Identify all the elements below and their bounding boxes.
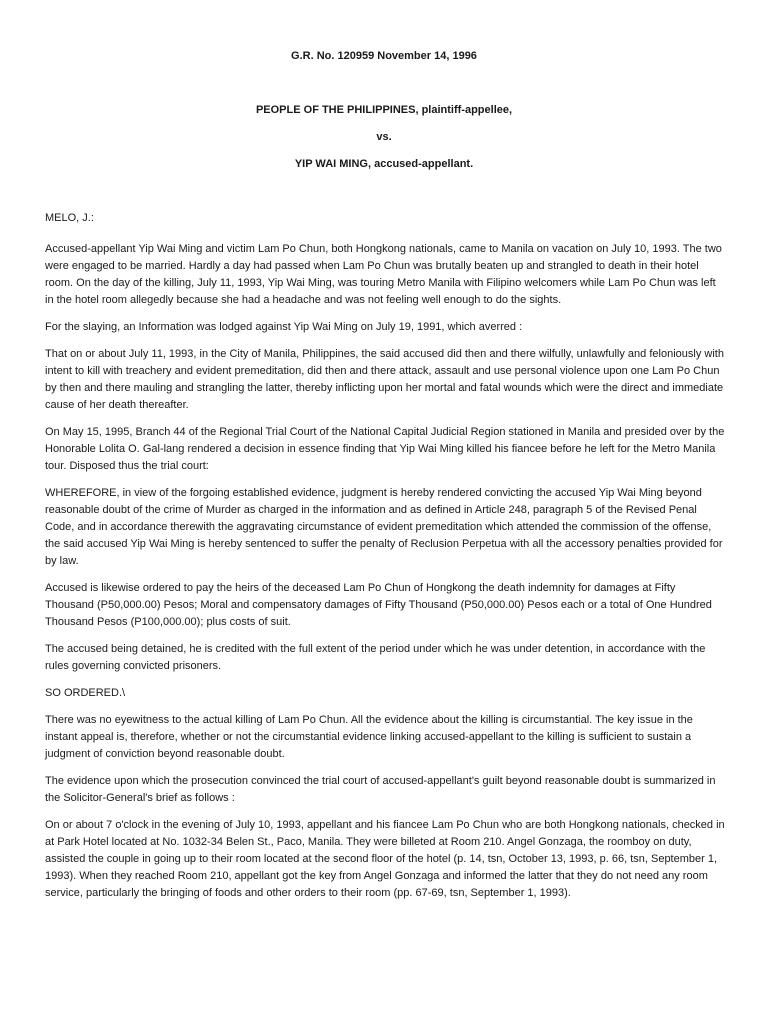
paragraph-6: Accused is likewise ordered to pay the heirs of the deceased Lam Po Chun of Hongkong the death indemnity for damages at Fifty Thousand (P50,000.00) Pesos; Moral and compensatory damages of Fifty Thousand (P50,000.00) Pesos each or a total of One Hundred Thousand Pesos (P100,000.00); plus costs of suit.	[45, 582, 712, 628]
paragraph-3: That on or about July 11, 1993, in the City of Manila, Philippines, the said accused did then and there wilfully, unlawfully and feloniously with intent to kill with treachery and evident premeditation, did then and there attack, assault and use personal violence upon one Lam Po Chun by then and there mauling and strangling the latter, thereby inflicting upon her mortal and fatal wounds which were the direct and immediate cause of her death thereafter.	[45, 348, 724, 411]
author-line: MELO, J.:	[45, 212, 94, 224]
paragraph-2: For the slaying, an Information was lodged against Yip Wai Ming on July 19, 1991, which averred :	[45, 321, 523, 333]
case-number: G.R. No. 120959 November 14, 1996	[291, 50, 477, 62]
paragraph-11: On or about 7 o'clock in the evening of July 10, 1993, appellant and his fiancee Lam Po Chun who are both Hongkong nationals, checked in at Park Hotel located at No. 1032-34 Belen St., Paco, Manila. They were billeted at Room 210. Angel Gonzaga, the roomboy on duty, assisted the couple in going up to their room located at the second floor of the hotel (p. 14, tsn, October 13, 1993, p. 66, tsn, September 1, 1993). When they reached Room 210, appellant got the key from Angel Gonzaga and informed the latter that they do not need any room service, particularly the bringing of foods and other orders to their room (pp. 67-69, tsn, September 1, 1993).	[45, 819, 725, 899]
party-accused: YIP WAI MING, accused-appellant.	[294, 158, 474, 170]
paragraph-7: The accused being detained, he is credited with the full extent of the period under which he was under detention, in accordance with the rules governing convicted prisoners.	[45, 643, 706, 672]
paragraph-10: The evidence upon which the prosecution convinced the trial court of accused-appellant's guilt beyond reasonable doubt is summarized in the Solicitor-General's brief as follows :	[45, 775, 716, 804]
paragraph-4: On May 15, 1995, Branch 44 of the Regional Trial Court of the National Capital Judicial Region stationed in Manila and presided over by the Honorable Lolita O. Gal-lang rendered a decision in essence finding that Yip Wai Ming killed his fiancee before he left for the Metro Manila tour. Disposed thus the trial court:	[45, 426, 725, 472]
document-body	[45, 210, 726, 912]
versus-label: vs.	[376, 131, 392, 143]
paragraph-8: SO ORDERED.\	[45, 687, 126, 699]
party-plaintiff: PEOPLE OF THE PHILIPPINES, plaintiff-appellee,	[255, 104, 513, 116]
paragraph-5: WHEREFORE, in view of the forgoing established evidence, judgment is hereby rendered convicting the accused Yip Wai Ming beyond reasonable doubt of the crime of Murder as charged in the information and as defined in Article 248, paragraph 5 of the Revised Penal Code, and in accordance therewith the aggravating circumstance of evident premeditation which attended the commission of the offense, the said accused Yip Wai Ming is hereby sentenced to suffer the penalty of Reclusion Perpetua with all the accessory penalties provided for by law.	[45, 487, 723, 567]
paragraph-1: Accused-appellant Yip Wai Ming and victim Lam Po Chun, both Hongkong nationals, came to Manila on vacation on July 10, 1993. The two were engaged to be married. Hardly a day had passed when Lam Po Chun was brutally beaten up and strangled to death in their hotel room. On the day of the killing, July 11, 1993, Yip Wai Ming, was touring Metro Manila with Filipino welcomers while Lam Po Chun was left in the hotel room allegedly because she had a headache and was not feeling well enough to do the sights.	[45, 243, 722, 306]
paragraph-9: There was no eyewitness to the actual killing of Lam Po Chun. All the evidence about the killing is circumstantial. The key issue in the instant appeal is, therefore, whether or not the circumstantial evidence linking accused-appellant to the killing is sufficient to sustain a judgment of conviction beyond reasonable doubt.	[45, 714, 693, 760]
